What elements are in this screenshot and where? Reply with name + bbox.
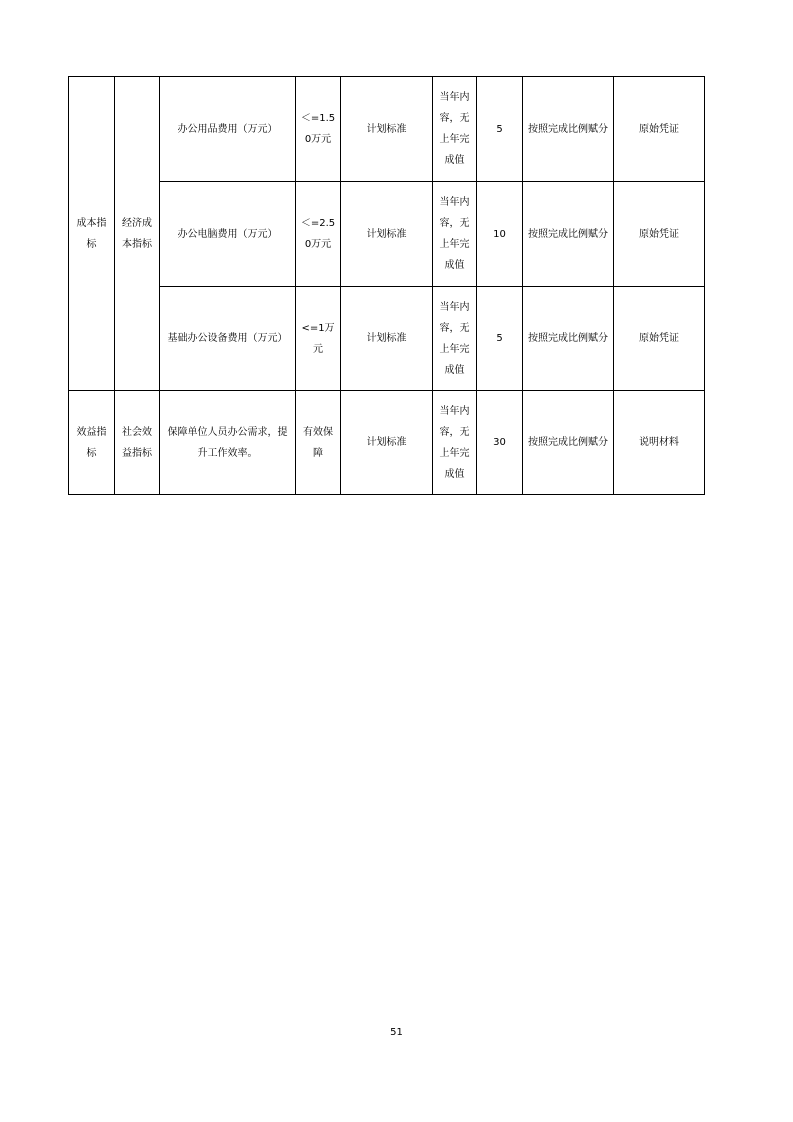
- evidence-cell: 原始凭证: [614, 287, 705, 391]
- indicator-name-cell: 办公电脑费用（万元）: [160, 182, 296, 287]
- evidence-cell: 原始凭证: [614, 182, 705, 287]
- performance-indicator-table: [68, 76, 705, 495]
- evidence-cell: 原始凭证: [614, 77, 705, 182]
- indicator-name-cell: 保障单位人员办公需求，提升工作效率。: [160, 391, 296, 495]
- standard-cell: 计划标准: [341, 287, 433, 391]
- table-row: [69, 287, 705, 391]
- level2-indicator-cell: 社会效益指标: [115, 391, 160, 495]
- weight-cell: 30: [477, 391, 523, 495]
- table-row: [69, 77, 705, 182]
- scoring-method-cell: 按照完成比例赋分: [523, 287, 614, 391]
- weight-cell: 5: [477, 287, 523, 391]
- target-cell: 当年内容，无上年完成值: [433, 287, 477, 391]
- weight-cell: 10: [477, 182, 523, 287]
- indicator-name-cell: 基础办公设备费用（万元）: [160, 287, 296, 391]
- target-cell: 当年内容，无上年完成值: [433, 77, 477, 182]
- weight-cell: 5: [477, 77, 523, 182]
- indicator-value-cell: ＜=2.50万元: [296, 182, 341, 287]
- standard-cell: 计划标准: [341, 77, 433, 182]
- scoring-method-cell: 按照完成比例赋分: [523, 182, 614, 287]
- table-row: [69, 182, 705, 287]
- standard-cell: 计划标准: [341, 391, 433, 495]
- page-number: 51: [390, 1027, 403, 1038]
- standard-cell: 计划标准: [341, 182, 433, 287]
- indicator-value-cell: <=1万元: [296, 287, 341, 391]
- target-cell: 当年内容，无上年完成值: [433, 182, 477, 287]
- scoring-method-cell: 按照完成比例赋分: [523, 77, 614, 182]
- indicator-value-cell: 有效保障: [296, 391, 341, 495]
- evidence-cell: 说明材料: [614, 391, 705, 495]
- target-cell: 当年内容，无上年完成值: [433, 391, 477, 495]
- level1-indicator-cell: 效益指标: [69, 391, 115, 495]
- indicator-value-cell: ＜=1.50万元: [296, 77, 341, 182]
- scoring-method-cell: 按照完成比例赋分: [523, 391, 614, 495]
- level2-indicator-cell: 经济成本指标: [115, 77, 160, 391]
- level1-indicator-cell: 成本指标: [69, 77, 115, 391]
- table-row: [69, 391, 705, 495]
- indicator-name-cell: 办公用品费用（万元）: [160, 77, 296, 182]
